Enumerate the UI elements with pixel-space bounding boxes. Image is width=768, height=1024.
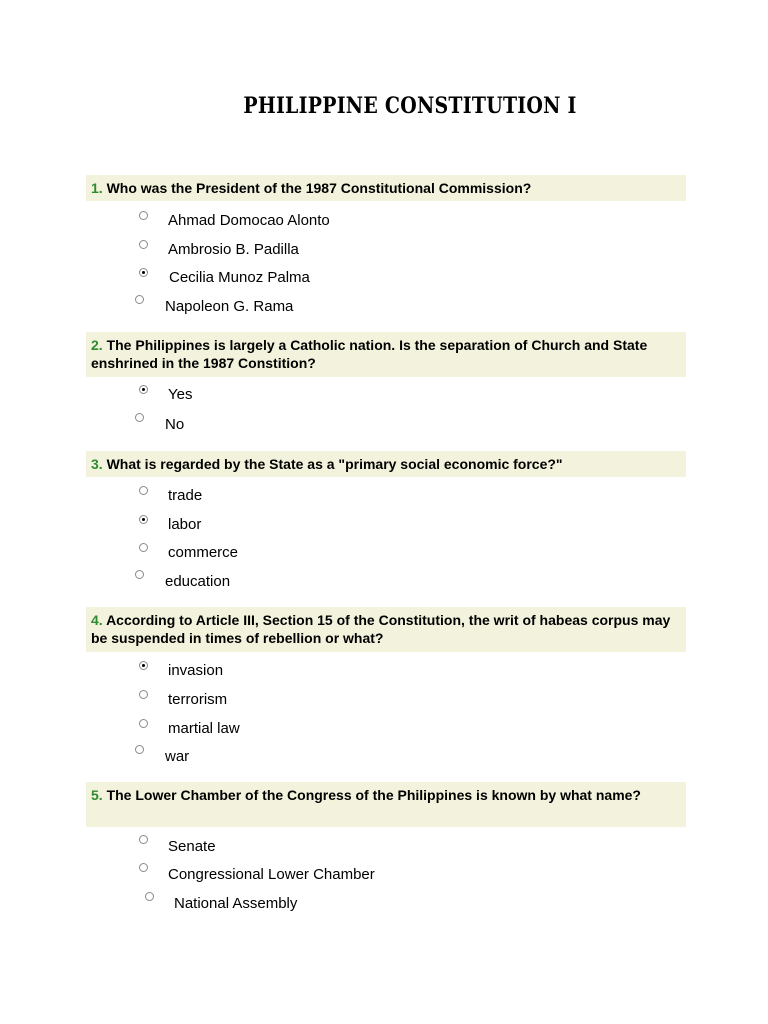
- radio-button-selected[interactable]: [139, 385, 148, 394]
- radio-button[interactable]: [135, 570, 144, 579]
- radio-button-selected[interactable]: [139, 268, 148, 277]
- question-text: The Lower Chamber of the Congress of the Philippines is known by what name?: [106, 787, 641, 803]
- option-label: terrorism: [168, 691, 228, 708]
- radio-button[interactable]: [135, 413, 144, 422]
- question-3: [86, 451, 686, 477]
- option-label: labor: [168, 516, 202, 533]
- radio-button[interactable]: [139, 486, 148, 495]
- radio-button[interactable]: [139, 863, 148, 872]
- option-label: invasion: [168, 662, 224, 679]
- radio-button[interactable]: [139, 543, 148, 552]
- option-label: Senate: [168, 838, 216, 855]
- question-5: [86, 782, 686, 827]
- question-text: According to Article III, Section 15 of the Constitution, the writ of habeas corpus may be suspended in times of rebellion or what?: [91, 612, 671, 646]
- question-number: 1.: [91, 180, 103, 196]
- radio-button-selected[interactable]: [139, 515, 148, 524]
- option-label: Ahmad Domocao Alonto: [168, 212, 330, 229]
- question-text: Who was the President of the 1987 Constitutional Commission?: [106, 180, 532, 196]
- radio-button[interactable]: [139, 719, 148, 728]
- radio-button-selected[interactable]: [139, 661, 148, 670]
- radio-button[interactable]: [139, 240, 148, 249]
- radio-button[interactable]: [139, 211, 148, 220]
- option-label: commerce: [168, 544, 239, 561]
- option-label: martial law: [168, 720, 240, 737]
- question-number: 4.: [91, 612, 103, 628]
- page-title: PHILIPPINE CONSTITUTION I: [243, 93, 577, 119]
- option-label: education: [165, 573, 231, 590]
- question-2: [86, 332, 686, 377]
- radio-button[interactable]: [139, 835, 148, 844]
- option-label: No: [165, 416, 185, 433]
- question-4: [86, 607, 686, 652]
- question-text: What is regarded by the State as a "primary social economic force?": [106, 456, 563, 472]
- option-label: Cecilia Munoz Palma: [169, 269, 310, 286]
- radio-button[interactable]: [135, 295, 144, 304]
- radio-button[interactable]: [139, 690, 148, 699]
- question-number: 5.: [91, 787, 103, 803]
- question-number: 2.: [91, 337, 103, 353]
- question-1: [86, 175, 686, 201]
- option-label: National Assembly: [174, 895, 298, 912]
- radio-button[interactable]: [145, 892, 154, 901]
- option-label: Napoleon G. Rama: [165, 298, 294, 315]
- option-label: trade: [168, 487, 203, 504]
- question-text: The Philippines is largely a Catholic nation. Is the separation of Church and State enshrined in the 1987 Constition?: [91, 337, 648, 371]
- radio-button[interactable]: [135, 745, 144, 754]
- option-label: Ambrosio B. Padilla: [168, 241, 299, 258]
- option-label: Congressional Lower Chamber: [168, 866, 375, 883]
- option-label: Yes: [168, 386, 193, 403]
- question-number: 3.: [91, 456, 103, 472]
- option-label: war: [165, 748, 190, 765]
